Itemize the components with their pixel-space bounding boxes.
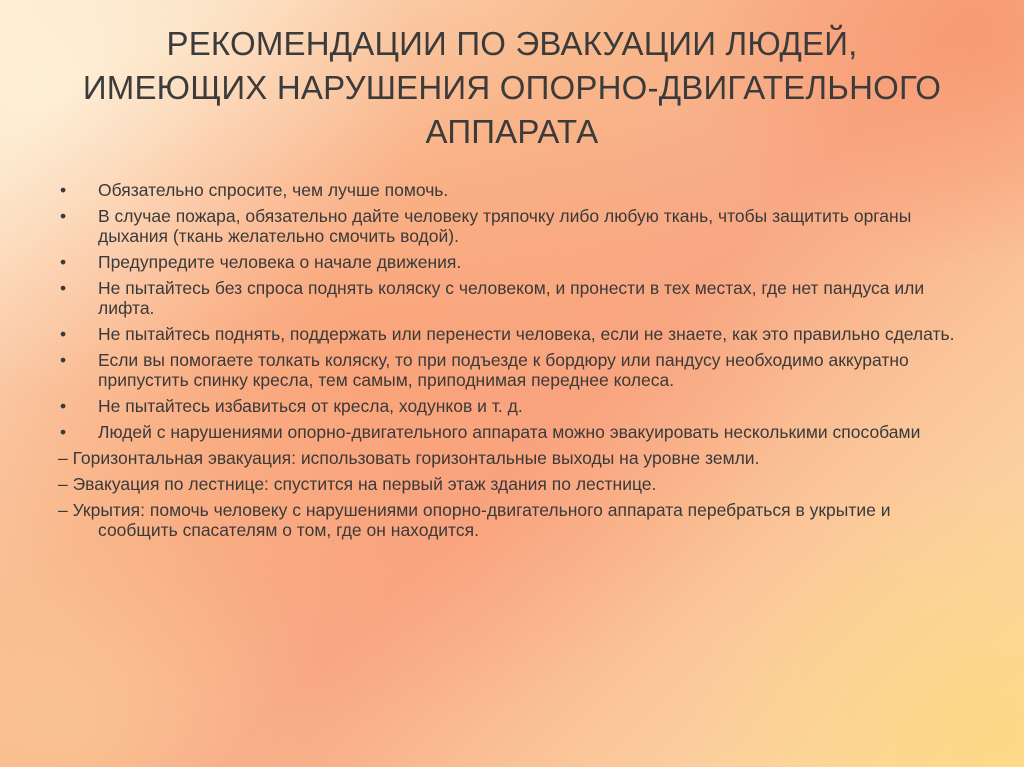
bullet-list xyxy=(58,180,958,442)
bullet-text: Если вы помогаете толкать коляску, то при подъезде к бордюру или пандусу необходимо аккуратно припустить спинку кресла, тем самым, приподнимая переднее колеса. xyxy=(98,350,909,390)
title-line-2: ИМЕЮЩИХ НАРУШЕНИЯ ОПОРНО-ДВИГАТЕЛЬНОГО xyxy=(82,69,942,106)
bullet-dot-icon: • xyxy=(60,396,67,416)
bullet-item xyxy=(58,350,958,390)
bullet-dot-icon: • xyxy=(60,350,67,370)
bullet-item xyxy=(58,252,958,272)
bullet-text: Не пытайтесь поднять, поддержать или перенести человека, если не знаете, как это правильно сделать. xyxy=(98,324,955,344)
bullet-item xyxy=(58,396,958,416)
bullet-text: Не пытайтесь избавиться от кресла, ходунков и т. д. xyxy=(98,396,523,416)
bullet-item xyxy=(58,324,958,344)
method-item: – Эвакуация по лестнице: спустится на первый этаж здания по лестнице. xyxy=(58,474,657,494)
method-list xyxy=(58,448,958,540)
bullet-dot-icon: • xyxy=(60,180,67,200)
bullet-text: Обязательно спросите, чем лучше помочь. xyxy=(98,180,449,200)
bullet-item xyxy=(58,180,958,200)
bullet-dot-icon: • xyxy=(60,324,67,344)
title-line-3: АППАРАТА xyxy=(425,113,599,150)
bullet-item xyxy=(58,206,958,246)
title-line-1: РЕКОМЕНДАЦИИ ПО ЭВАКУАЦИИ ЛЮДЕЙ, xyxy=(166,25,858,62)
slide-title xyxy=(40,22,984,154)
bullet-item xyxy=(58,422,958,442)
bullet-dot-icon: • xyxy=(60,252,67,272)
bullet-text: Людей с нарушениями опорно-двигательного аппарата можно эвакуировать несколькими способами xyxy=(98,422,921,442)
bullet-text: В случае пожара, обязательно дайте человеку тряпочку либо любую ткань, чтобы защитить органы дыхания (ткань желательно смочить водой). xyxy=(98,206,912,246)
method-item: – Горизонтальная эвакуация: использовать горизонтальные выходы на уровне земли. xyxy=(58,448,760,468)
slide-body xyxy=(58,180,958,546)
bullet-dot-icon: • xyxy=(60,206,67,226)
bullet-dot-icon: • xyxy=(60,422,67,442)
bullet-dot-icon: • xyxy=(60,278,67,298)
bullet-item xyxy=(58,278,958,318)
method-item: – Укрытия: помочь человеку с нарушениями опорно-двигательного аппарата перебраться в укрытие и сообщить спасателям о том, где он находится. xyxy=(58,500,891,540)
bullet-text: Предупредите человека о начале движения. xyxy=(98,252,462,272)
bullet-text: Не пытайтесь без спроса поднять коляску с человеком, и пронести в тех местах, где нет пандуса или лифта. xyxy=(98,278,925,318)
